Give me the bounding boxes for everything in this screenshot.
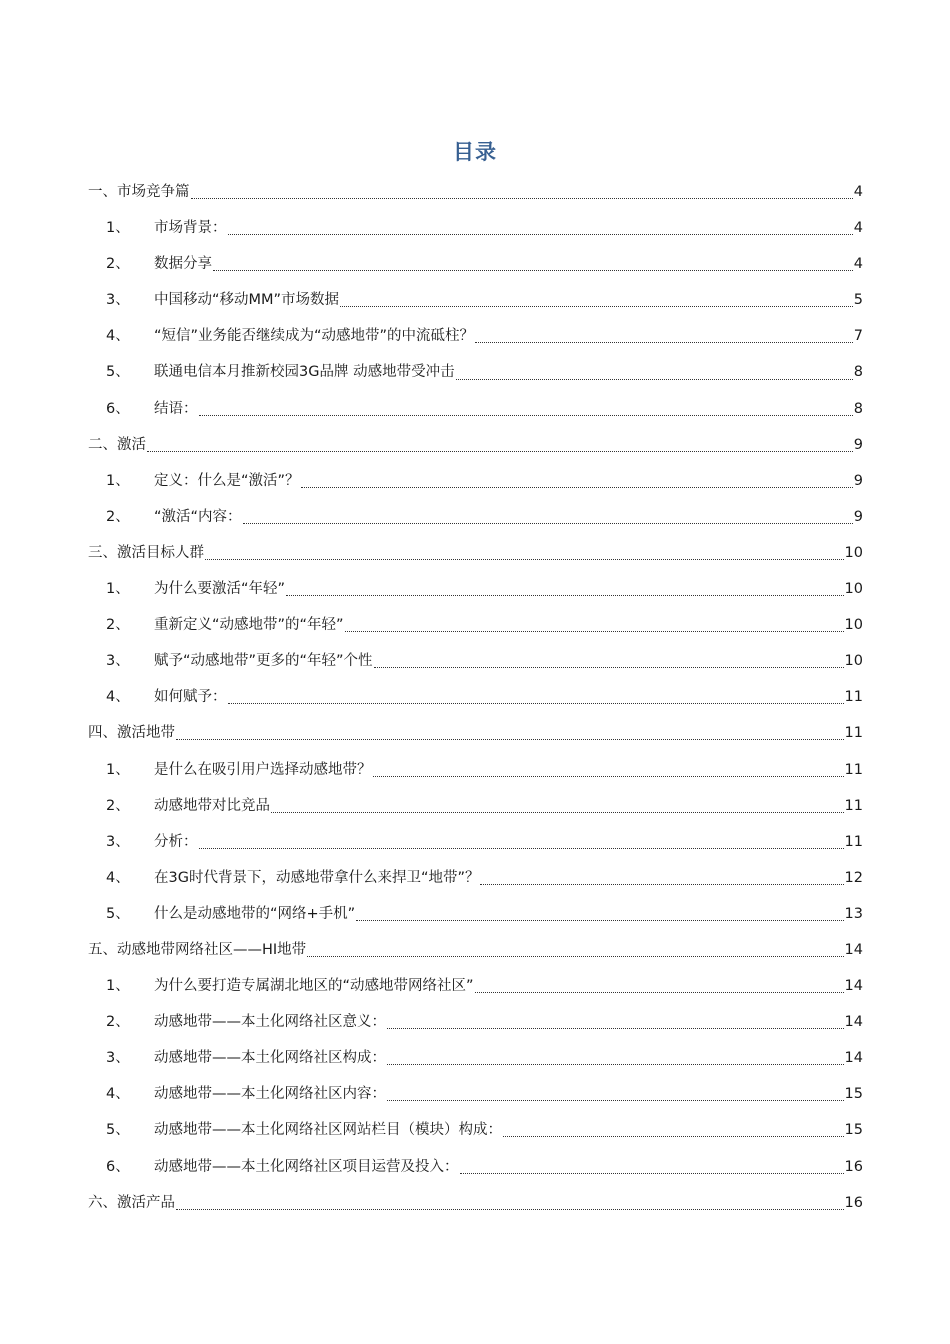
toc-entry-page-number: 9 [853,472,863,489]
toc-entry-section[interactable] [88,788,863,824]
toc-entry-number: 4、 [106,689,130,706]
toc-entry-page-number: 10 [844,544,863,561]
toc-entry-section[interactable] [88,1076,863,1112]
toc-entry-section[interactable] [88,643,863,679]
toc-entry-text: 动感地带——本土化网络社区内容： [154,1086,386,1103]
toc-entry-section[interactable] [88,1004,863,1040]
toc-entry-page-number: 11 [844,761,863,778]
toc-entry-section[interactable] [88,679,863,715]
toc-entry-number: 3、 [106,653,130,670]
toc-entry-chapter[interactable] [88,174,863,210]
toc-entry-number: 1、 [106,472,130,489]
dot-leader [387,1048,844,1068]
toc-entry-section[interactable] [88,210,863,246]
toc-entry-section[interactable] [88,607,863,643]
toc-entry-text: 二、激活 [88,436,146,453]
dot-leader [374,651,844,671]
toc-entry-page-number: 7 [853,328,863,345]
toc-entry-page-number: 4 [853,184,863,200]
toc-entry-section[interactable] [88,824,863,860]
toc-entry-text: 联通电信本月推新校园3G品牌 动感地带受冲击 [154,364,455,381]
toc-entry-number: 1、 [106,978,130,995]
toc-entry-number: 4、 [106,1086,130,1103]
toc-entry-section[interactable] [88,354,863,390]
toc-entry-text: 重新定义“动感地带”的“年轻” [154,617,344,634]
dot-leader [345,615,844,635]
dot-leader [147,435,853,455]
dot-leader [213,254,853,274]
toc-entry-text: 动感地带——本土化网络社区网站栏目（模块）构成： [154,1122,502,1139]
toc-entry-chapter[interactable] [88,535,863,571]
toc-entry-text: 市场背景： [154,220,227,237]
toc-entry-number: 3、 [106,1050,130,1067]
toc-entry-chapter[interactable] [88,932,863,968]
toc-entry-text: 六、激活产品 [88,1194,175,1211]
dot-leader [205,543,844,563]
toc-entry-text: 什么是动感地带的“网络+手机” [154,905,356,922]
toc-entry-number: 1、 [106,761,130,778]
toc-entry-text: 赋予“动感地带”更多的“年轻”个性 [154,653,373,670]
toc-entry-text: 动感地带——本土化网络社区项目运营及投入： [154,1158,459,1175]
dot-leader [503,1120,844,1140]
dot-leader [286,579,844,599]
toc-entry-text: 为什么要打造专属湖北地区的“动感地带网络社区” [154,978,474,995]
toc-entry-number: 3、 [106,292,130,309]
toc-entry-section[interactable] [88,1149,863,1185]
toc-entry-number: 5、 [106,364,130,381]
toc-entry-text: 如何赋予： [154,689,227,706]
toc-entry-section[interactable] [88,1040,863,1076]
toc-entry-text: 动感地带——本土化网络社区意义： [154,1014,386,1031]
dot-leader [387,1012,844,1032]
toc-entry-chapter[interactable] [88,715,863,751]
toc-entry-text: 动感地带——本土化网络社区构成： [154,1050,386,1067]
toc-entry-section[interactable] [88,318,863,354]
toc-entry-text: 动感地带对比竞品 [154,797,270,814]
toc-entry-page-number: 10 [844,617,863,634]
toc-entry-chapter[interactable] [88,1185,863,1221]
toc-entry-section[interactable] [88,752,863,788]
dot-leader [456,363,853,383]
toc-entry-number: 6、 [106,1158,130,1175]
toc-entry-page-number: 9 [853,508,863,525]
dot-leader [356,904,843,924]
toc-entry-page-number: 16 [844,1158,863,1175]
dot-leader [228,218,853,238]
toc-entry-page-number: 11 [844,833,863,850]
toc-entry-chapter[interactable] [88,427,863,463]
toc-title: 目录 [453,140,497,164]
toc-entry-text: 四、激活地带 [88,725,175,742]
toc-entry-page-number: 12 [844,869,863,886]
toc-entry-section[interactable] [88,968,863,1004]
toc-entry-number: 4、 [106,328,130,345]
dot-leader [475,976,844,996]
dot-leader [307,940,843,960]
toc-entry-section[interactable] [88,860,863,896]
toc-entry-section[interactable] [88,499,863,535]
toc-entry-page-number: 8 [853,364,863,381]
toc-entry-page-number: 14 [844,1014,863,1031]
toc-entry-number: 4、 [106,869,130,886]
toc-entry-text: 一、市场竞争篇 [88,184,190,200]
toc-entry-page-number: 11 [844,797,863,814]
toc-entry-number: 2、 [106,256,130,273]
dot-leader [373,760,844,780]
toc-entry-text: 三、激活目标人群 [88,544,204,561]
toc-entry-text: “激活“内容： [154,508,242,525]
dot-leader [228,687,844,707]
toc-entry-page-number: 14 [844,978,863,995]
toc-entry-text: 分析： [154,833,198,850]
toc-entry-number: 6、 [106,400,130,417]
dot-leader [387,1084,844,1104]
toc-entry-page-number: 8 [853,400,863,417]
dot-leader [199,832,844,852]
toc-entry-text: 数据分享 [154,256,212,273]
toc-entry-section[interactable] [88,391,863,427]
dot-leader [480,868,843,888]
toc-entry-section[interactable] [88,282,863,318]
toc-entry-page-number: 11 [844,689,863,706]
toc-entry-text: “短信”业务能否继续成为“动感地带”的中流砥柱？ [154,328,475,345]
toc-entry-section[interactable] [88,571,863,607]
toc-entry-text: 五、动感地带网络社区——HI地带 [88,941,307,958]
toc-entry-text: 定义：什么是“激活”？ [154,472,300,489]
toc-entry-text: 是什么在吸引用户选择动感地带？ [154,761,372,778]
toc-entry-number: 5、 [106,1122,130,1139]
toc-entry-number: 5、 [106,905,130,922]
toc-entry-page-number: 14 [844,941,863,958]
toc-entry-number: 2、 [106,617,130,634]
toc-entry-page-number: 4 [853,256,863,273]
toc-entry-page-number: 16 [844,1194,863,1211]
toc-entry-page-number: 10 [844,581,863,598]
dot-leader [475,326,853,346]
table-of-contents [88,174,863,1221]
toc-entry-number: 2、 [106,1014,130,1031]
toc-entry-page-number: 15 [844,1122,863,1139]
toc-entry-number: 1、 [106,581,130,598]
toc-entry-section[interactable] [88,463,863,499]
dot-leader [199,399,853,419]
dot-leader [176,1193,844,1213]
dot-leader [271,796,844,816]
dot-leader [243,507,853,527]
toc-entry-page-number: 10 [844,653,863,670]
toc-entry-page-number: 9 [853,436,863,453]
toc-entry-number: 2、 [106,508,130,525]
dot-leader [460,1157,844,1177]
toc-entry-page-number: 14 [844,1050,863,1067]
toc-entry-page-number: 11 [844,725,863,742]
toc-entry-section[interactable] [88,1112,863,1148]
toc-entry-page-number: 15 [844,1086,863,1103]
toc-entry-text: 在3G时代背景下，动感地带拿什么来捍卫“地带”？ [154,869,480,886]
toc-entry-text: 为什么要激活“年轻” [154,581,286,598]
dot-leader [191,182,853,202]
toc-entry-number: 3、 [106,833,130,850]
toc-entry-page-number: 5 [853,292,863,309]
toc-entry-page-number: 4 [853,220,863,237]
toc-entry-section[interactable] [88,246,863,282]
toc-entry-number: 1、 [106,220,130,237]
toc-entry-number: 2、 [106,797,130,814]
dot-leader [301,471,853,491]
toc-entry-text: 结语： [154,400,198,417]
toc-entry-text: 中国移动“移动MM”市场数据 [154,292,340,309]
dot-leader [176,723,844,743]
toc-entry-page-number: 13 [844,905,863,922]
toc-entry-section[interactable] [88,896,863,932]
dot-leader [340,290,853,310]
